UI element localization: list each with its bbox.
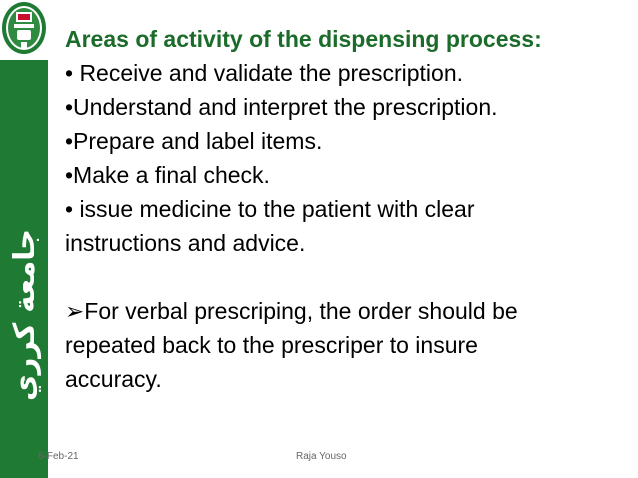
slide-content [65,22,625,396]
footer-date: 6-Feb-21 [38,451,79,462]
sidebar [0,0,48,478]
bullet-item: •Prepare and label items. [65,128,323,154]
bullet-item: • issue medicine to the patient with clear [65,196,475,222]
note-line: accuracy. [65,366,162,392]
university-crest-icon [0,0,48,60]
bullet-item-continuation: instructions and advice. [65,230,306,256]
note-line: ➢For verbal prescriping, the order should be [65,298,518,324]
university-name-text: جامعة كرري [7,229,42,401]
university-name [0,225,48,405]
note-line: repeated back to the prescriper to insure [65,332,478,358]
bullet-item: • Receive and validate the prescription. [65,60,463,86]
slide-title: Areas of activity of the dispensing process: [65,26,542,52]
bullet-item: •Understand and interpret the prescription. [65,94,498,120]
footer-author: Raja Youso [296,451,347,462]
bullet-item: •Make a final check. [65,162,270,188]
